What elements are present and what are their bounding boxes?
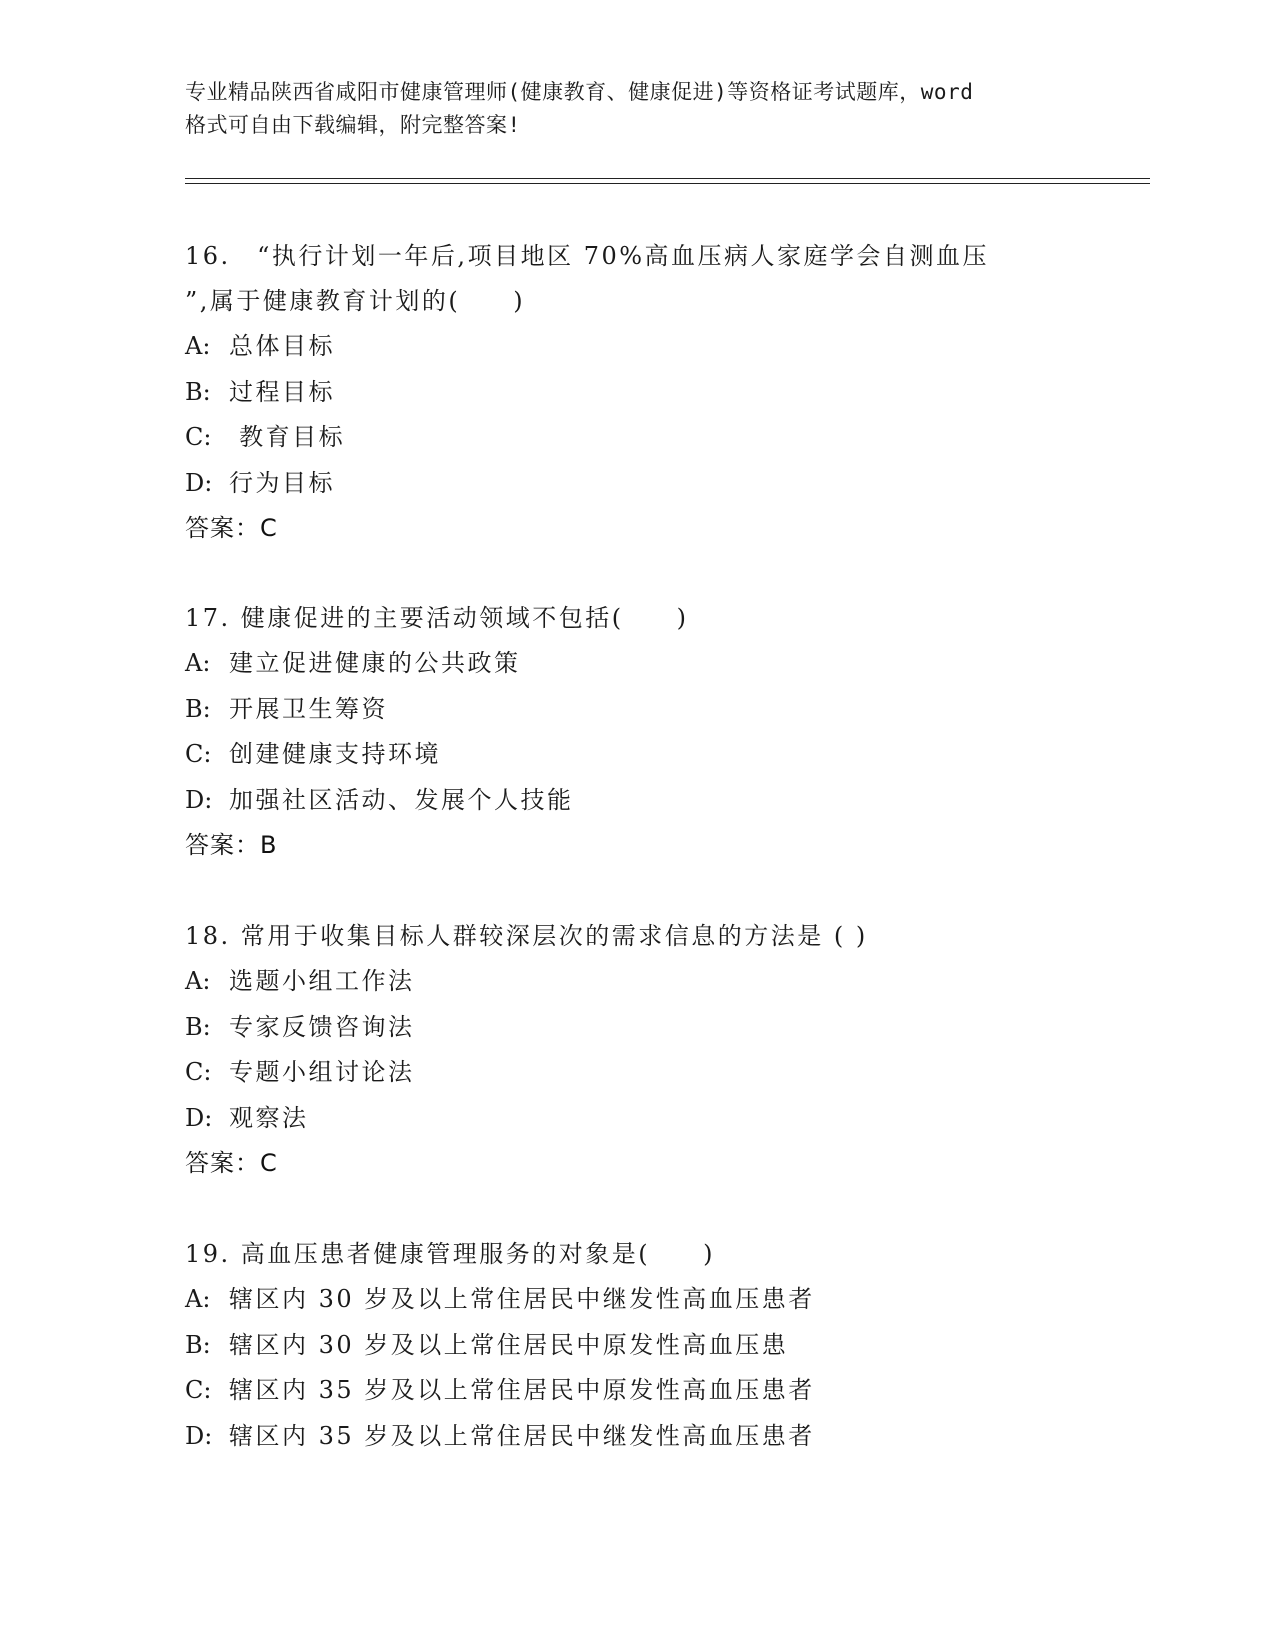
option-b [185,1323,1085,1369]
option-a [185,324,1085,370]
question-stem-continued: ”,属于健康教育计划的( ) [185,287,526,315]
option-key: A: [185,649,211,677]
option-key: B: [185,1012,211,1041]
option-key: A: [185,967,211,995]
option-text: 专家反馈咨询法 [229,1012,415,1041]
option-c [185,732,1085,778]
header-line-1: 专业精品陕西省咸阳市健康管理师(健康教育、健康促进)等资格证考试题库，word [185,80,974,104]
option-d [185,1096,1085,1142]
option-key: A: [185,1285,211,1313]
answer-line: 答案：C [185,1149,278,1177]
question-17 [185,596,1085,868]
option-d [185,1414,1085,1460]
option-text: 开展卫生筹资 [229,694,388,723]
option-a [185,641,1085,687]
option-b [185,370,1085,416]
option-text: 辖区内 35 岁及以上常住居民中原发性高血压患者 [229,1376,815,1404]
document-header [185,76,1085,142]
option-key: D: [185,785,213,814]
option-key: B: [185,1330,211,1359]
option-text: 辖区内 35 岁及以上常住居民中继发性高血压患者 [229,1421,815,1450]
option-key: C: [185,1376,212,1404]
option-c [185,415,1085,461]
option-a [185,959,1085,1005]
option-key: D: [185,468,213,497]
question-stem: 17. 健康促进的主要活动领域不包括( ) [185,604,689,632]
option-text: 专题小组讨论法 [229,1058,415,1086]
header-rule-top [185,178,1150,179]
option-key: C: [185,423,212,451]
option-key: C: [185,1058,212,1086]
option-key: B: [185,377,211,406]
option-key: B: [185,694,211,723]
question-stem: 16. “执行计划一年后,项目地区 70%高血压病人家庭学会自测血压 [185,242,990,270]
option-text: 过程目标 [229,377,335,406]
option-a [185,1277,1085,1323]
option-key: D: [185,1421,213,1450]
option-b [185,687,1085,733]
option-text: 建立促进健康的公共政策 [229,649,521,677]
option-text: 辖区内 30 岁及以上常住居民中原发性高血压患 [229,1330,789,1359]
option-text: 选题小组工作法 [229,967,415,995]
option-b [185,1005,1085,1051]
option-c [185,1368,1085,1414]
question-stem: 19. 高血压患者健康管理服务的对象是( ) [185,1240,716,1268]
option-c [185,1050,1085,1096]
answer-line: 答案：C [185,514,278,542]
option-text: 教育目标 [229,423,346,451]
option-d [185,778,1085,824]
option-text: 辖区内 30 岁及以上常住居民中继发性高血压患者 [229,1285,815,1313]
option-text: 创建健康支持环境 [229,740,441,768]
option-text: 观察法 [229,1103,309,1132]
question-stem: 18. 常用于收集目标人群较深层次的需求信息的方法是 ( ) [185,922,868,950]
header-rule-bottom [185,183,1150,184]
option-d [185,461,1085,507]
option-text: 总体目标 [229,332,335,360]
option-key: A: [185,332,211,360]
option-key: D: [185,1103,213,1132]
answer-line: 答案：B [185,831,278,859]
option-text: 行为目标 [229,468,335,497]
option-text: 加强社区活动、发展个人技能 [229,785,574,814]
question-18 [185,914,1085,1186]
header-line-2: 格式可自由下载编辑，附完整答案! [185,113,521,137]
question-19 [185,1232,1085,1459]
option-key: C: [185,740,212,768]
question-16 [185,234,1085,551]
